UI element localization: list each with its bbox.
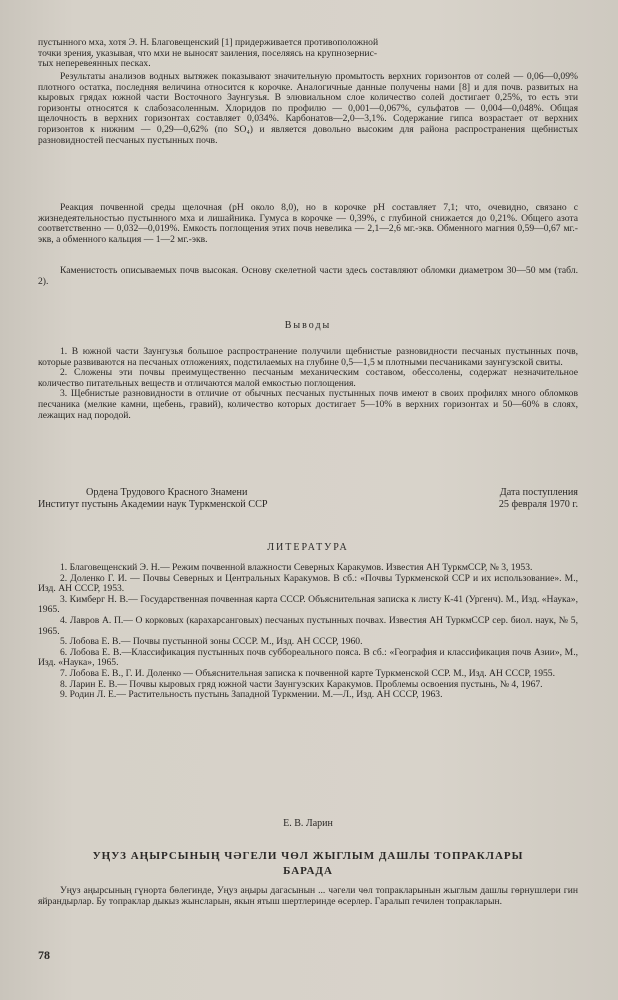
article-body-text: Уңуз аңырсының гүнорта бөлегинде, Уңуз аңыры дагасынын ... чәгели чөл топракларынын жыглым дашлы гөрнушлери гин яйрандырлар. Бу топраклар дыкыз жынсларын, якын ятыш шертлеринде өсерлер. Гаралып гечилен топракларын. — [38, 885, 578, 907]
references-list — [38, 563, 578, 701]
article-title-line-1: УҢУЗ АҢЫРСЫНЫҢ ЧӘГЕЛИ ЧӨЛ ЖЫГЛЫМ ДАШЛЫ ТОПРАКЛАРЫ — [92, 850, 524, 862]
reference-item: 1. Благовещенский Э. Н.— Режим почвенной влажности Северных Каракумов. Известия АН ТуркмССР, № 3, 1953. — [60, 562, 533, 573]
reference-item: 6. Лобова Е. В.—Классификация пустынных почв суббореального пояса. В сб.: «География и классификация почв Азии», М., Изд. «Наука», 1965. — [38, 646, 578, 669]
conclusion-1: 1. В южной части Заунгузья большое распространение получили щебнистые разновидности песчаных пустынных почв, которые развиваются на песчаных отложениях, подстилаемых на глубине 0,5—1,5 м плотными песчаниками заунгузской свиты. — [38, 346, 578, 368]
paragraph-stone — [38, 266, 578, 287]
article-title-line-2: БАРАДА — [283, 865, 333, 877]
intro-line-1: пустынного мха, хотя Э. Н. Благовещенский [1] придерживается противоположной — [38, 37, 379, 48]
received-date: 25 февраля 1970 г. — [498, 499, 578, 510]
article-body — [38, 886, 578, 907]
intro-line-3: тых непереве́янных песках. — [38, 58, 151, 70]
reference-item: 5. Лобова Е. В.— Почвы пустынной зоны СССР. М., Изд. АН СССР, 1960. — [60, 636, 363, 648]
institution-line-1: Ордена Трудового Красного Знамени — [86, 487, 248, 498]
conclusion-3: 3. Щебнистые разновидности в отличие от обычных песчаных пустынных почв имеют в своих профилях много обломков песчаника (мелкие камни, щебень, гравий), количество которых достигает 5—10% в верхних горизонтах и 50—60% в слоях, лежащих над породой. — [38, 388, 578, 421]
conclusions-heading: Выводы — [284, 320, 332, 331]
institution-line-2: Институт пустынь Академии наук Туркменской ССР — [38, 499, 268, 510]
reference-item: 3. Кимберг Н. В.— Государственная почвенная карта СССР. Объяснительная записка к листу К-41 (Ургенч). М., Изд. «Наука», 1965. — [38, 593, 578, 616]
literature-heading: ЛИТЕРАТУРА — [267, 542, 349, 553]
reference-item: 8. Ларин Е. В.— Почвы кыровых гряд южной части Заунгузских Каракумов. Проблемы освоения пустынь, № 4, 1967. — [60, 678, 543, 690]
intro-line-2: точки зрения, указывая, что мхи не выносят заиления, поселяясь на крупнозернис- — [38, 47, 378, 59]
received-label: Дата поступления — [499, 487, 578, 498]
author-name: Е. В. Ларин — [283, 818, 333, 829]
conclusions-list — [38, 347, 578, 421]
article-title — [38, 849, 578, 879]
paragraph-salts-text: Результаты анализов водных вытяжек показывают значительную промытость верхних горизонтов от солей — 0,06—0,09% плотного остатка, последняя величина относится к корочке. Аналогичные данные получены нами [8] и для почв. развитых на кыровых грядах южной части Восточного Заунгузья. В элювиальном слое количество солей достигает 0,25%, то есть эти горизонты относятся к слабозасоленным. Хлоридов по профилю — 0,001—0,067%, сульфатов — 0,004—0,048%. Общая щелочность в верхних горизонтах составляет 0,034%. Карбонатов—2,0—3,1%. Содержание гипса возрастает от верхних горизонтов к нижним — 0,29—0,62% (по SO₄) и является довольно высоким для района распространения щебнистых разновидностей песчаных пустынных почв. — [38, 71, 578, 146]
institution-signature — [38, 487, 578, 511]
page-number: 78 — [38, 948, 50, 962]
paragraph-ph — [38, 203, 578, 245]
conclusion-2: 2. Сложены эти почвы преимущественно песчаным механическим составом, обессолены, содержат незначительное количество питательных веществ и отличаются малой емкостью поглощения. — [38, 367, 578, 389]
intro-text — [38, 38, 578, 70]
paragraph-stone-text: Каменистость описываемых почв высокая. Основу скелетной части здесь составляют обломки диаметром 30—50 мм (табл. 2). — [38, 265, 578, 287]
reference-item: 4. Лавров А. П.— О корковых (карахарсанговых) песчаных пустынных почвах. Известия АН ТуркмССР сер. биол. наук, № 5, 1965. — [38, 614, 578, 637]
paragraph-ph-text: Реакция почвенной среды щелочная (рН около 8,0), но в корочке рН составляет 7,1; что, очевидно, связано с жизнедеятельностью пустынного мха и лишайника. Гумуса в корочке — 0,39%, с глубиной снижается до 0,21%. Общего азота соответственно — 0,032—0,019%. Емкость поглощения этих почв невелика — 2,1—2,6 мг.-экв. Обменного магния 0,59—0,67 мг.-экв, а обменного кальция — 1—2 мг.-экв. — [38, 202, 578, 245]
reference-item: 9. Родин Л. Е.— Растительность пустынь Западной Туркмении. М.—Л., Изд. АН СССР, 1963. — [60, 689, 443, 701]
reference-item: 7. Лобова Е. В., Г. И. Доленко — Объяснительная записка к почвенной карте Туркменской ССР. М., Изд. АН СССР, 1955. — [60, 667, 555, 679]
reference-item: 2. Доленко Г. И. — Почвы Северных и Центральных Каракумов. В сб.: «Почвы Туркменской ССР и их использование». М., Изд. АН СССР, 1953. — [38, 572, 578, 595]
paragraph-salts — [38, 72, 578, 146]
